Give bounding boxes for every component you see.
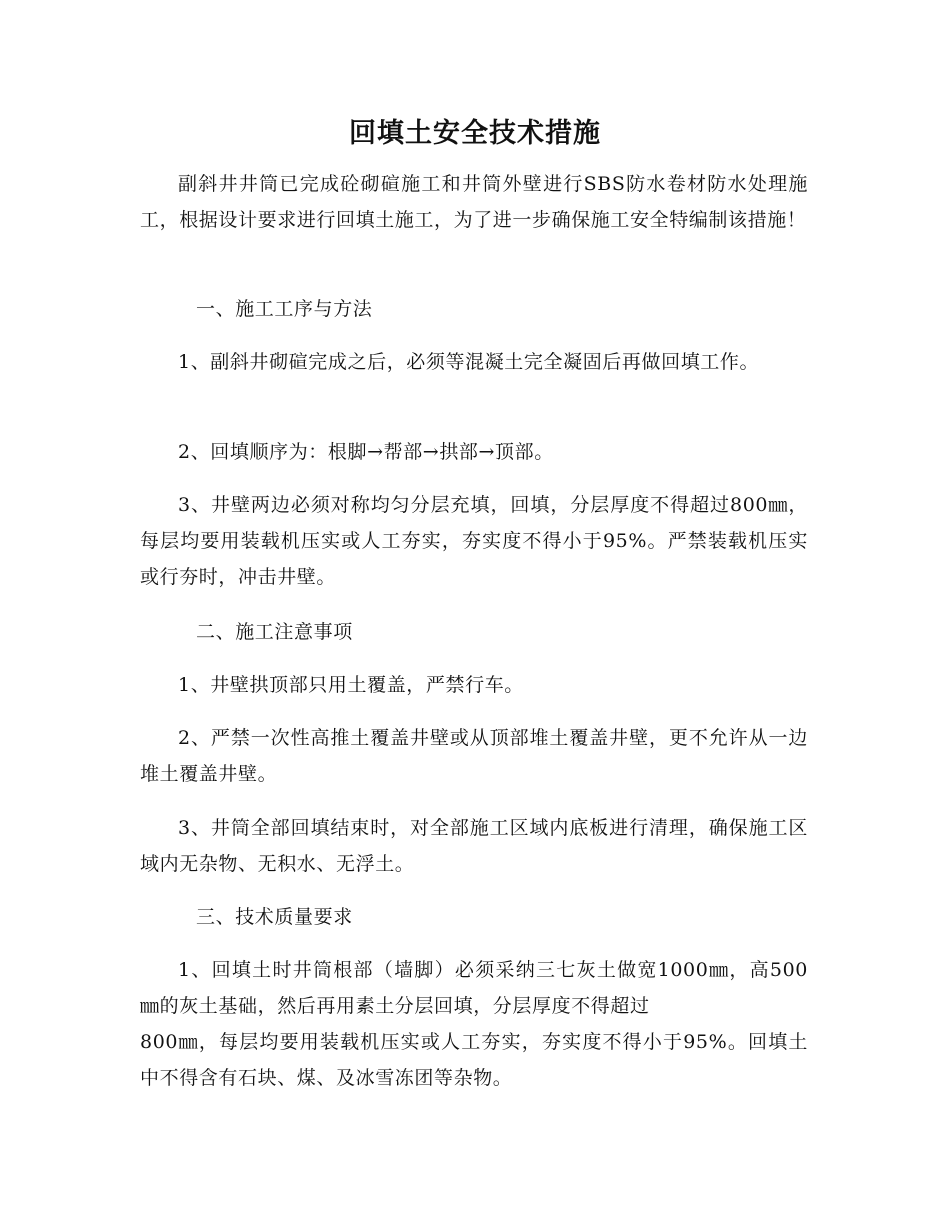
section-1-item-3: 3、井壁两边必须对称均匀分层充填，回填，分层厚度不得超过800㎜，每层均要用装载机压实或人工夯实，夯实度不得小于95%。严禁装载机压实或行夯时，冲击井壁。 [140, 494, 808, 588]
intro-paragraph: 副斜井井筒已完成砼砌碹施工和井筒外壁进行SBS防水卷材防水处理施工，根据设计要求进行回填土施工，为了进一步确保施工安全特编制该措施！ [140, 173, 808, 231]
section-3-item-1: 1、回填土时井筒根部（墙脚）必须采纳三七灰土做宽1000㎜，高500㎜的灰土基础，然后再用素土分层回填，分层厚度不得超过 [140, 959, 808, 1017]
document-title: 回填土安全技术措施 [349, 118, 601, 149]
section-heading-3: 三、技术质量要求 [196, 906, 353, 928]
section-1-item-1: 1、副斜井砌碹完成之后，必须等混凝土完全凝固后再做回填工作。 [178, 351, 760, 373]
section-1-item-2: 2、回填顺序为：根脚→帮部→拱部→顶部。 [178, 441, 554, 463]
section-2-item-3: 3、井筒全部回填结束时，对全部施工区域内底板进行清理，确保施工区域内无杂物、无积水、无浮土。 [140, 817, 808, 875]
section-3-item-1-continued: 800㎜，每层均要用装载机压实或人工夯实，夯实度不得小于95%。回填土中不得含有石块、煤、及冰雪冻团等杂物。 [140, 1031, 808, 1089]
section-heading-1: 一、施工工序与方法 [196, 298, 373, 320]
section-2-item-2: 2、严禁一次性高推土覆盖井壁或从顶部堆土覆盖井壁，更不允许从一边堆土覆盖井壁。 [140, 727, 808, 785]
section-heading-2: 二、施工注意事项 [196, 621, 353, 643]
section-2-item-1: 1、井壁拱顶部只用土覆盖，严禁行车。 [178, 674, 524, 696]
